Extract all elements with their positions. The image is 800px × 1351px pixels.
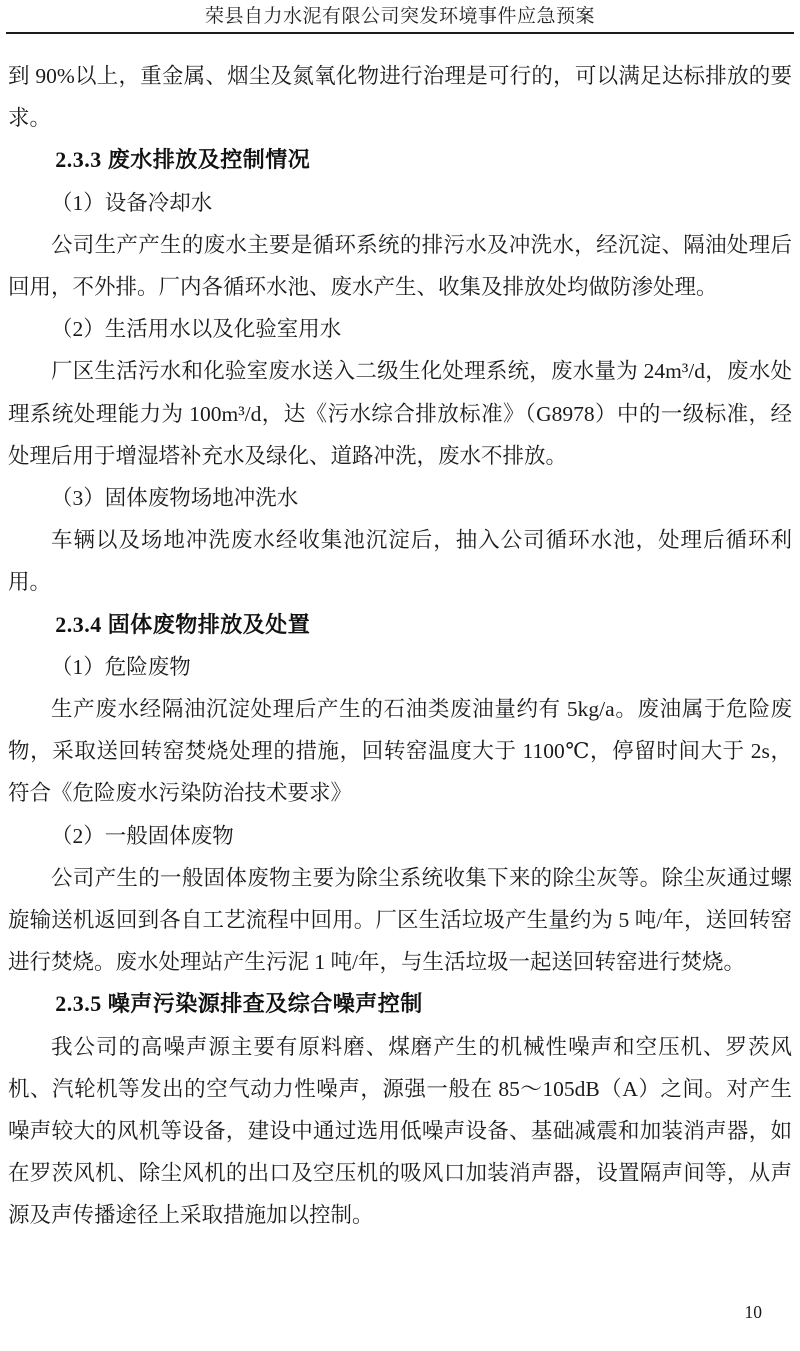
section-heading-2-3-4-solid-waste: 2.3.4 固体废物排放及处置 bbox=[55, 611, 311, 637]
subitem-1-equipment-cooling-water: （1）设备冷却水 bbox=[51, 190, 213, 215]
body-paragraph-overflow: 到 90%以上，重金属、烟尘及氮氧化物进行治理是可行的，可以满足达标排放的要求。 bbox=[8, 64, 792, 131]
body-paragraph-cooling-water-detail: 公司生产产生的废水主要是循环系统的排污水及冲洗水，经沉淀、隔油处理后回用，不外排。厂内各循环水池、废水产生、收集及排放处均做防渗处理。 bbox=[8, 232, 792, 300]
header-divider-rule bbox=[6, 32, 794, 34]
body-paragraph-site-flushing-detail: 车辆以及场地冲洗废水经收集池沉淀后，抽入公司循环水池，处理后循环利用。 bbox=[8, 528, 792, 595]
page-number: 10 bbox=[744, 1302, 762, 1322]
body-paragraph-domestic-lab-water-detail: 厂区生活污水和化验室废水送入二级生化处理系统，废水量为 24m³/d，废水处理系统处理能力为 100m³/d，达《污水综合排放标准》（G8978）中的一级标准，经处理后用于增湿塔补充水及绿化、道路冲洗，废水不排放。 bbox=[8, 359, 792, 468]
page-header-title: 荣县自力水泥有限公司突发环境事件应急预案 bbox=[204, 6, 595, 27]
subitem-2-domestic-lab-water: （2）生活用水以及化验室用水 bbox=[51, 317, 342, 342]
page-footer bbox=[745, 1302, 763, 1323]
body-paragraph-general-solid-waste-detail: 公司产生的一般固体废物主要为除尘系统收集下来的除尘灰等。除尘灰通过螺旋输送机返回到各自工艺流程中回用。厂区生活垃圾产生量约为 5 吨/年，送回转窑进行焚烧。废水处理站产生污泥 1 吨/年，与生活垃圾一起送回转窑进行焚烧。 bbox=[8, 865, 792, 975]
section-heading-2-3-5-noise: 2.3.5 噪声污染源排查及综合噪声控制 bbox=[55, 991, 423, 1017]
section-heading-2-3-3-wastewater: 2.3.3 废水排放及控制情况 bbox=[55, 147, 311, 173]
subitem-1-hazardous-waste: （1）危险废物 bbox=[51, 654, 191, 679]
page-header bbox=[6, 0, 794, 29]
document-body bbox=[8, 55, 792, 1237]
body-paragraph-hazardous-waste-detail: 生产废水经隔油沉淀处理后产生的石油类废油量约有 5kg/a。废油属于危险废物，采取送回转窑焚烧处理的措施，回转窑温度大于 1100℃，停留时间大于 2s，符合《危险废水污染防治技术要求》 bbox=[8, 697, 792, 806]
subitem-2-general-solid-waste: （2）一般固体废物 bbox=[51, 823, 234, 848]
subitem-3-solid-waste-site-flushing-water: （3）固体废物场地冲洗水 bbox=[51, 486, 299, 511]
body-paragraph-noise-detail: 我公司的高噪声源主要有原料磨、煤磨产生的机械性噪声和空压机、罗茨风机、汽轮机等发出的空气动力性噪声，源强一般在 85～105dB（A）之间。对产生噪声较大的风机等设备，建设中通过选用低噪声设备、基础减震和加装消声器，如在罗茨风机、除尘风机的出口及空压机的吸风口加装消声器，设置隔声间等，从声源及声传播途径上采取措施加以控制。 bbox=[8, 1034, 792, 1228]
